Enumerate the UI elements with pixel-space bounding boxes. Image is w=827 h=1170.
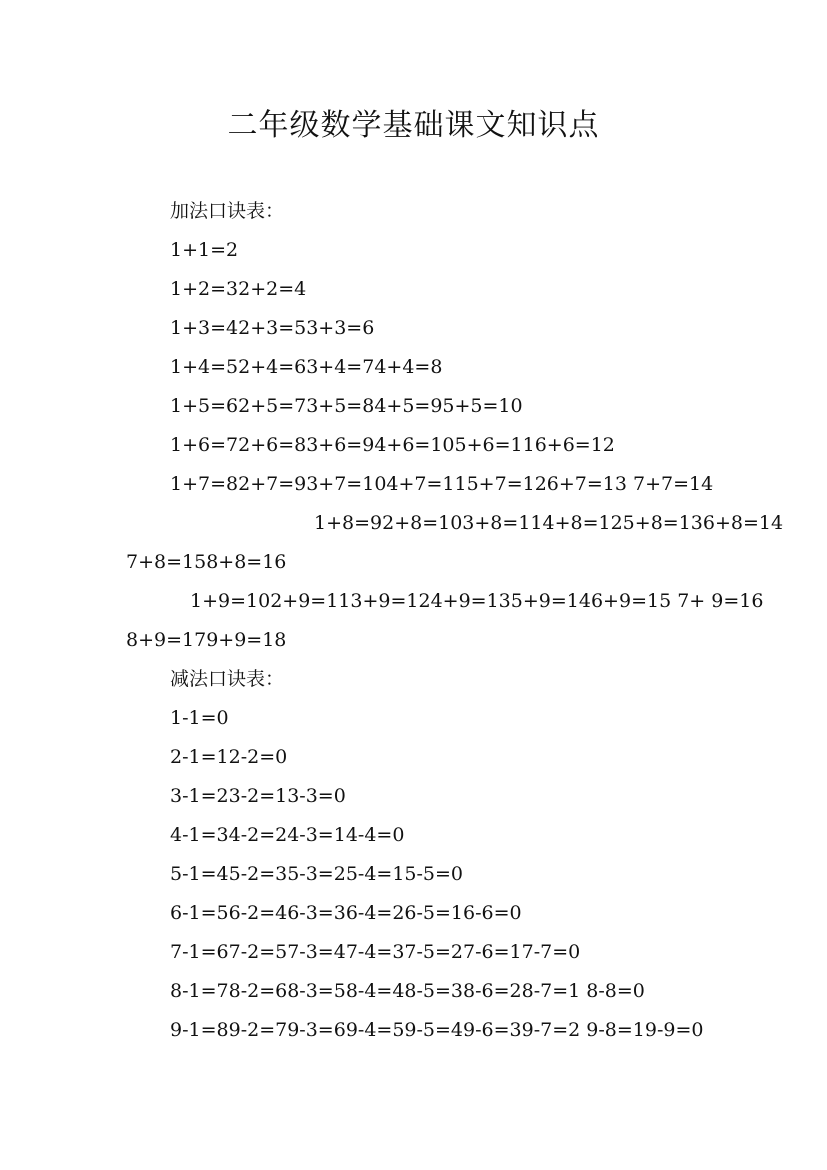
subtraction-line: 8-1=78-2=68-3=58-4=48-5=38-6=28-7=1 8-8=0 <box>170 980 645 1002</box>
subtraction-line: 7-1=67-2=57-3=47-4=37-5=27-6=17-7=0 <box>170 941 581 963</box>
subtraction-line: 1-1=0 <box>170 707 229 729</box>
addition-line: 1+7=82+7=93+7=104+7=115+7=126+7=13 7+7=14 <box>170 473 714 495</box>
addition-line: 7+8=158+8=16 <box>126 551 287 573</box>
addition-line: 1+6=72+6=83+6=94+6=105+6=116+6=12 <box>170 434 615 456</box>
subtraction-line: 6-1=56-2=46-3=36-4=26-5=16-6=0 <box>170 902 522 924</box>
addition-line: 1+2=32+2=4 <box>170 278 307 300</box>
subtraction-line: 2-1=12-2=0 <box>170 746 288 768</box>
subtraction-line: 4-1=34-2=24-3=14-4=0 <box>170 824 405 846</box>
subtraction-line: 9-1=89-2=79-3=69-4=59-5=49-6=39-7=2 9-8=19-9=0 <box>170 1019 704 1041</box>
addition-heading: 加法口诀表： <box>170 200 285 222</box>
subtraction-line: 3-1=23-2=13-3=0 <box>170 785 346 807</box>
subtraction-line: 5-1=45-2=35-3=25-4=15-5=0 <box>170 863 464 885</box>
addition-line: 1+5=62+5=73+5=84+5=95+5=10 <box>170 395 523 417</box>
addition-line: 1+3=42+3=53+3=6 <box>170 317 375 339</box>
addition-line: 1+4=52+4=63+4=74+4=8 <box>170 356 443 378</box>
addition-line: 1+8=92+8=103+8=114+8=125+8=136+8=14 <box>314 512 784 534</box>
subtraction-heading: 减法口诀表： <box>170 668 285 690</box>
addition-line: 8+9=179+9=18 <box>126 629 287 651</box>
addition-line: 1+1=2 <box>170 239 239 261</box>
document-title: 二年级数学基础课文知识点 <box>227 108 600 143</box>
addition-line: 1+9=102+9=113+9=124+9=135+9=146+9=15 7+ 9=16 <box>190 590 764 612</box>
